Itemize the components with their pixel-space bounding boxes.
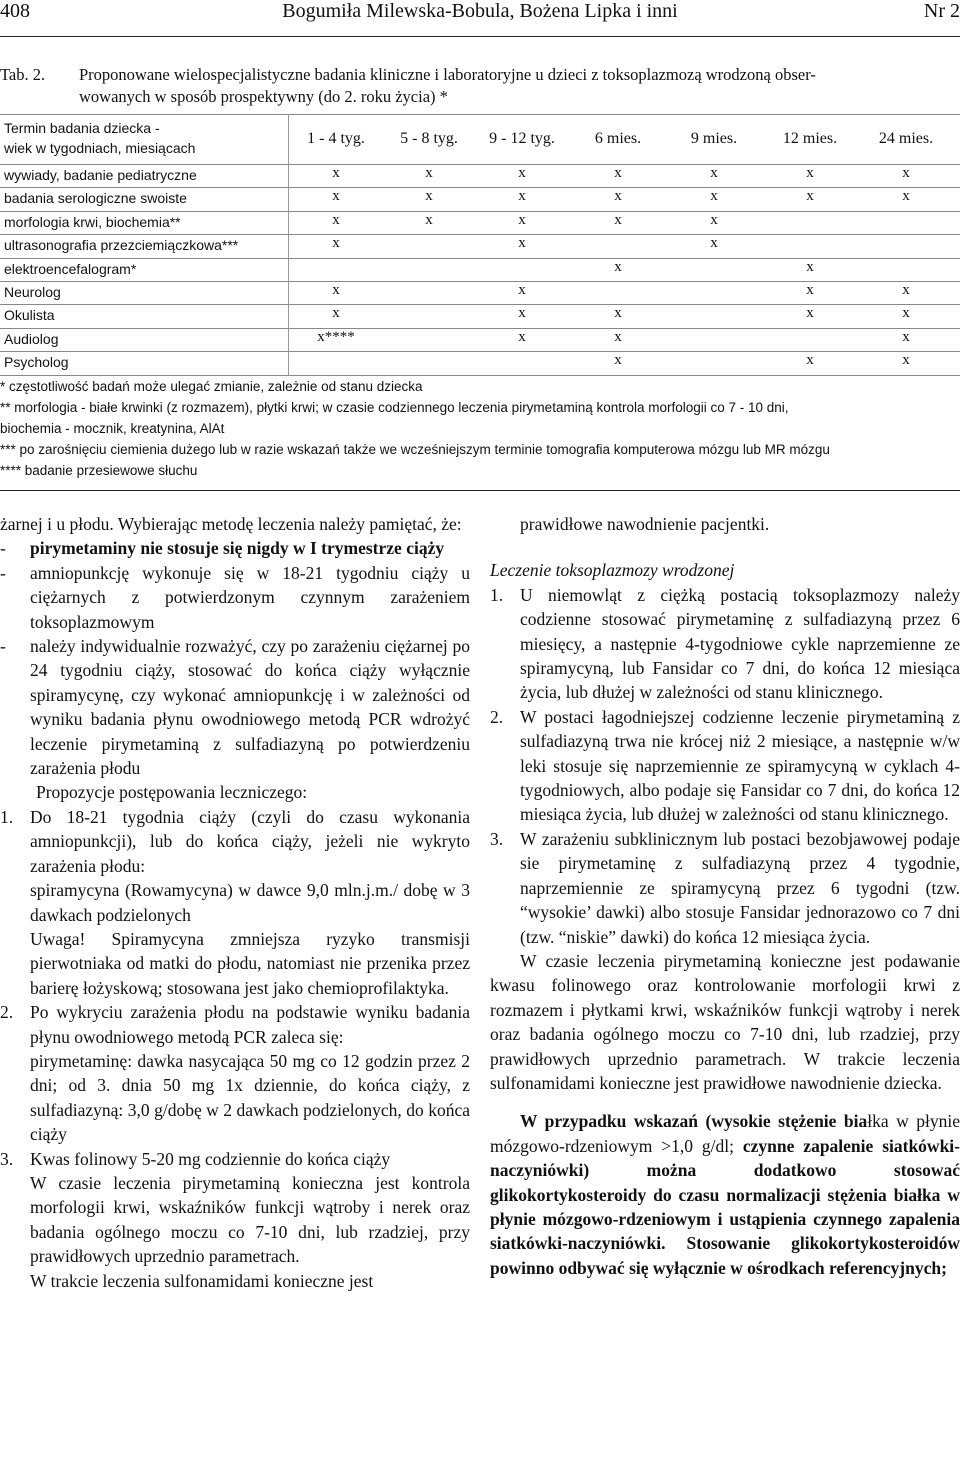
running-authors: Bogumiła Milewska-Bobula, Bożena Lipka i inni [282, 0, 678, 22]
bullet-item [0, 634, 470, 780]
steroids-bold-rest: czynne zapalenie siatkówki-naczyniówki) można dodatkowo stosować glikokortykosteroidy do czasu normalizacji stężenia białka w płynie mózgowo-rdzeniowym i ustąpienia czynnego zapalenia siatkówki-naczyniówki. Stosowanie glikokortykosteroidów powinno odbywać się wyłącznie w ośrodkach referencyjnych; [490, 1135, 960, 1278]
table-cell-mark: x [614, 305, 622, 322]
steroids-paragraph [490, 1109, 960, 1280]
table-cell-mark: x [518, 235, 526, 252]
table-cell-mark: x [902, 188, 910, 205]
table-number: Tab. 2. [0, 65, 46, 84]
table-row-label: morfologia krwi, biochemia** [4, 213, 181, 230]
treatment-step [0, 805, 470, 1000]
section-heading-congenital: Leczenie toksoplazmozy wrodzonej [490, 560, 735, 581]
table-row-rule [0, 304, 960, 305]
table-footnote: * częstotliwość badań może ulegać zmianie, zależnie od stanu dziecka [0, 379, 423, 394]
step-paragraph: Do 18-21 tygodnia ciąży (czyli do czasu wykonania amniopunkcji), lub do końca ciąży, jeżeli nie wykryto zarażenia płodu: [30, 806, 470, 876]
table-cell-mark: x [518, 188, 526, 205]
item-number: 2. [490, 706, 504, 727]
table-cell-mark: x [518, 305, 526, 322]
table-footnote: **** badanie przesiewowe słuchu [0, 463, 198, 478]
treatment-steps-list [0, 805, 470, 1293]
table-row-rule [0, 164, 960, 165]
table-cell-mark: x [425, 188, 433, 205]
table-column-header: 6 mies. [594, 130, 642, 147]
table-title-line2: wowanych w sposób prospektywny (do 2. roku życia) * [79, 87, 448, 106]
congenital-treatment-item [490, 583, 960, 705]
table-row-rule [0, 187, 960, 188]
table-row-rule [0, 211, 960, 212]
table-header-label-line1: Termin badania dziecka - [4, 120, 160, 136]
header-rule [0, 36, 960, 37]
table-row-rule [0, 351, 960, 352]
issue-number: Nr 2 [923, 0, 960, 22]
table-cell-mark: x [902, 305, 910, 322]
table-cell-mark: x [614, 211, 622, 228]
left-text-column [0, 512, 470, 1293]
table-cell-mark: x [806, 165, 814, 181]
table-footnote: *** po zarośnięciu ciemienia dużego lub w razie wskazań także we wcześniejszym terminie tomografia komputerowa mózgu lub MR mózgu [0, 442, 830, 457]
step-paragraph: W czasie leczenia pirymetaminą konieczna jest kontrola morfologii krwi, wskaźników funkcji wątroby i nerek oraz badania ogólnego moczu co 7-10 dni, lub rzadziej, przy prawidłowych uprzednio parametrach. [30, 1172, 470, 1267]
table-label-divider [288, 114, 289, 375]
table-row-label: Neurolog [4, 284, 61, 300]
right-text-column [490, 512, 960, 1280]
table-cell-mark: x [806, 305, 814, 322]
item-text: U niemowląt z ciężką postacią toksoplazmozy należy codzienne stosować pirymetaminę z sulfadiazyną przez 6 miesięcy, a następnie 4-tygodniowe cykle naprzemienne ze spiramycyną, lub Fansidar co 7 dni, do końca 12 miesiąca życia, lub dłużej w zależności od stanu klinicznego. [520, 584, 960, 703]
table-cell-mark: x [518, 165, 526, 181]
item-text: W postaci łagodniejszej codzienne leczenie pirymetaminą z sulfadiazyną trwa nie krócej niż 2 miesiące, a następnie w/w leki stosuje się naprzemiennie ze spiramycyną w cyklach 4-tygodniowych, albo podaje się Fansidar co 7 dni, do końca 12 miesiąca życia, lub dłużej w zależności od stanu klinicznego. [520, 706, 960, 825]
table-row-label: ultrasonografia przezciemiączkowa*** [4, 237, 239, 254]
table-cell-mark: x [806, 258, 814, 275]
table-row-rule [0, 281, 960, 282]
table-footnote: ** morfologia - białe krwinki (z rozmazem), płytki krwi; w czasie codziennego leczenia pirymetaminą kontrola morfologii co 7 - 10 dni, [0, 400, 789, 415]
steroids-plain: łka w płynie mózgowo-rdzeniowym >1,0 g/dl; [490, 1111, 960, 1156]
step-paragraph: W trakcie leczenia sulfonamidami konieczne jest [30, 1270, 374, 1291]
table-title-line1: Proponowane wielospecjalistyczne badania kliniczne i laboratoryjne u dzieci z toksoplazmozą wrodzoną obser- [79, 65, 816, 84]
table-row-rule [0, 258, 960, 259]
monitoring-paragraph: W czasie leczenia pirymetaminą konieczne jest podawanie kwasu folinowego oraz kontrolowanie morfologii krwi z rozmazem i płytkami krwi, wskaźników funkcji wątroby i nerek oraz badania ogólnego moczu co 7-10 dni, lub rzadziej, przy prawidłowych uprzednio parametrach. W trakcie leczenia sulfonamidami konieczne jest prawidłowe nawodnienie dziecka. [490, 950, 960, 1093]
table-cell-mark: x [710, 188, 718, 205]
table-cell-mark: x [332, 165, 340, 181]
table-cell-mark: x [614, 165, 622, 181]
table-cell-mark: x [518, 328, 526, 345]
step-paragraph: Uwaga! Spiramycyna zmniejsza ryzyko transmisji pierwotniaka od matki do płodu, natomiast nie przenika przez barierę łożyskową; stosowana jest jako chemioprofilaktyka. [30, 928, 470, 998]
table-cell-mark: x**** [317, 328, 355, 345]
step-paragraph: spiramycyna (Rowamycyna) w dawce 9,0 mln.j.m./ dobę w 3 dawkach podzielonych [30, 880, 470, 925]
table-cell-mark: x [806, 282, 814, 298]
bullet-dash: - [0, 562, 6, 583]
item-number: 3. [490, 828, 504, 849]
table-cell-mark: x [332, 305, 340, 322]
bullet-bold-text: pirymetaminy nie stosuje się nigdy w I trymestrze ciąży [30, 538, 445, 559]
table-cell-mark: x [806, 352, 814, 369]
step-number: 1. [0, 806, 14, 827]
table-top-rule [0, 114, 960, 115]
table-row-label: elektroencefalogram* [4, 260, 137, 277]
table-cell-mark: x [614, 352, 622, 369]
step-number: 2. [0, 1002, 14, 1023]
table-cell-mark: x [902, 282, 910, 298]
table-footnote: biochemia - mocznik, kreatynina, AlAt [0, 421, 225, 436]
treatment-step [0, 1147, 470, 1293]
table-cell-mark: x [518, 211, 526, 228]
step-number: 3. [0, 1148, 14, 1169]
table-row-label: Psycholog [4, 354, 69, 371]
table-column-header: 9 mies. [690, 130, 738, 147]
table-cell-mark: x [806, 188, 814, 205]
table-cell-mark: x [710, 235, 718, 252]
bullet-item [0, 561, 470, 634]
table-row-label: Okulista [4, 307, 55, 324]
continuation-text: prawidłowe nawodnienie pacjentki. [520, 514, 770, 534]
bullet-list [0, 536, 470, 780]
table-cell-mark: x [902, 328, 910, 345]
step-paragraph: Po wykryciu zarażenia płodu na podstawie wyniku badania płynu owodniowego metodą PCR zaleca się: [30, 1002, 470, 1047]
footnote-bottom-rule [0, 490, 960, 491]
bullet-text: amniopunkcję wykonuje się w 18-21 tygodniu ciąży u ciężarnych z potwierdzonym czynnym zarażeniem toksoplazmowym [30, 562, 470, 632]
table-cell-mark: x [902, 165, 910, 181]
table-header-label-line2: wiek w tygodniach, miesiącach [4, 140, 196, 156]
table-cell-mark: x [710, 165, 718, 181]
intro-paragraph: żarnej i u płodu. Wybierając metodę leczenia należy pamiętać, że: [0, 514, 462, 534]
table-cell-mark: x [425, 165, 433, 181]
bullet-dash: - [0, 636, 6, 657]
table-row-rule [0, 234, 960, 235]
item-number: 1. [490, 584, 504, 605]
table-bottom-rule [0, 375, 960, 376]
table-cell-mark: x [425, 211, 433, 228]
congenital-treatment-item [490, 827, 960, 949]
table-row-label: Audiolog [4, 330, 59, 347]
treatment-step [0, 1000, 470, 1146]
table-row-label: badania serologiczne swoiste [4, 190, 187, 207]
table-column-header: 9 - 12 tyg. [489, 130, 555, 147]
item-text: W zarażeniu subklinicznym lub postaci bezobjawowej podaje sie pirymetaminę z sulfadiazyną przez 4 tygodnie, naprzemiennie ze spiramycyną przez 6 tygodni (tzw. “wysokie’ dawki) albo stosuje Fansidar jednorazowo co 7 dni (tzw. “niskie” dawki) do końca 12 miesiąca życia. [520, 828, 960, 947]
step-paragraph: Kwas folinowy 5-20 mg codziennie do końca ciąży [30, 1148, 391, 1169]
table-cell-mark: x [332, 211, 340, 228]
bullet-text: należy indywidualnie rozważyć, czy po zarażeniu ciężarnej po 24 tygodniu ciąży, stosować do końca ciąży wyłącznie spiramycynę, czy wykonać amniopunkcję i w zależności od wyniku badania płynu owodniowego metodą PCR wdrożyć leczenie pirymetaminą z sulfadiazyną po potwierdzeniu zarażenia płodu [30, 636, 470, 779]
congenital-treatment-item [490, 705, 960, 827]
bullet-dash: - [0, 538, 6, 559]
running-header [0, 0, 960, 30]
bullet-item [0, 536, 470, 560]
table-cell-mark: x [710, 211, 718, 228]
page-number: 408 [0, 0, 30, 22]
table-row-label: wywiady, badanie pediatryczne [4, 167, 197, 183]
table-cell-mark: x [902, 352, 910, 369]
step-paragraph: pirymetaminę: dawka nasycająca 50 mg co 12 godzin przez 2 dni; od 3. dnia 50 mg 1x dziennie, do końca ciąży, z sulfadiazyną: 3,0 g/dobę w 2 dawkach podzielonych, do końca ciąży [30, 1050, 470, 1145]
table-cell-mark: x [614, 188, 622, 205]
table-cell-mark: x [332, 188, 340, 205]
table-cell-mark: x [332, 282, 340, 298]
steroids-bold-lead: W przypadku wskazań (wysokie stężenie bia [520, 1111, 868, 1132]
table-cell-mark: x [614, 258, 622, 275]
table-column-header: 24 mies. [878, 130, 934, 147]
table-cell-mark: x [332, 235, 340, 252]
table-row-rule [0, 328, 960, 329]
table-column-header: 12 mies. [782, 130, 838, 147]
congenital-treatment-list [490, 583, 960, 949]
table-cell-mark: x [518, 282, 526, 298]
table-cell-mark: x [614, 328, 622, 345]
table-column-header: 1 - 4 tyg. [307, 130, 365, 147]
proposals-heading: Propozycje postępowania leczniczego: [36, 782, 308, 803]
table-column-header: 5 - 8 tyg. [400, 130, 458, 147]
